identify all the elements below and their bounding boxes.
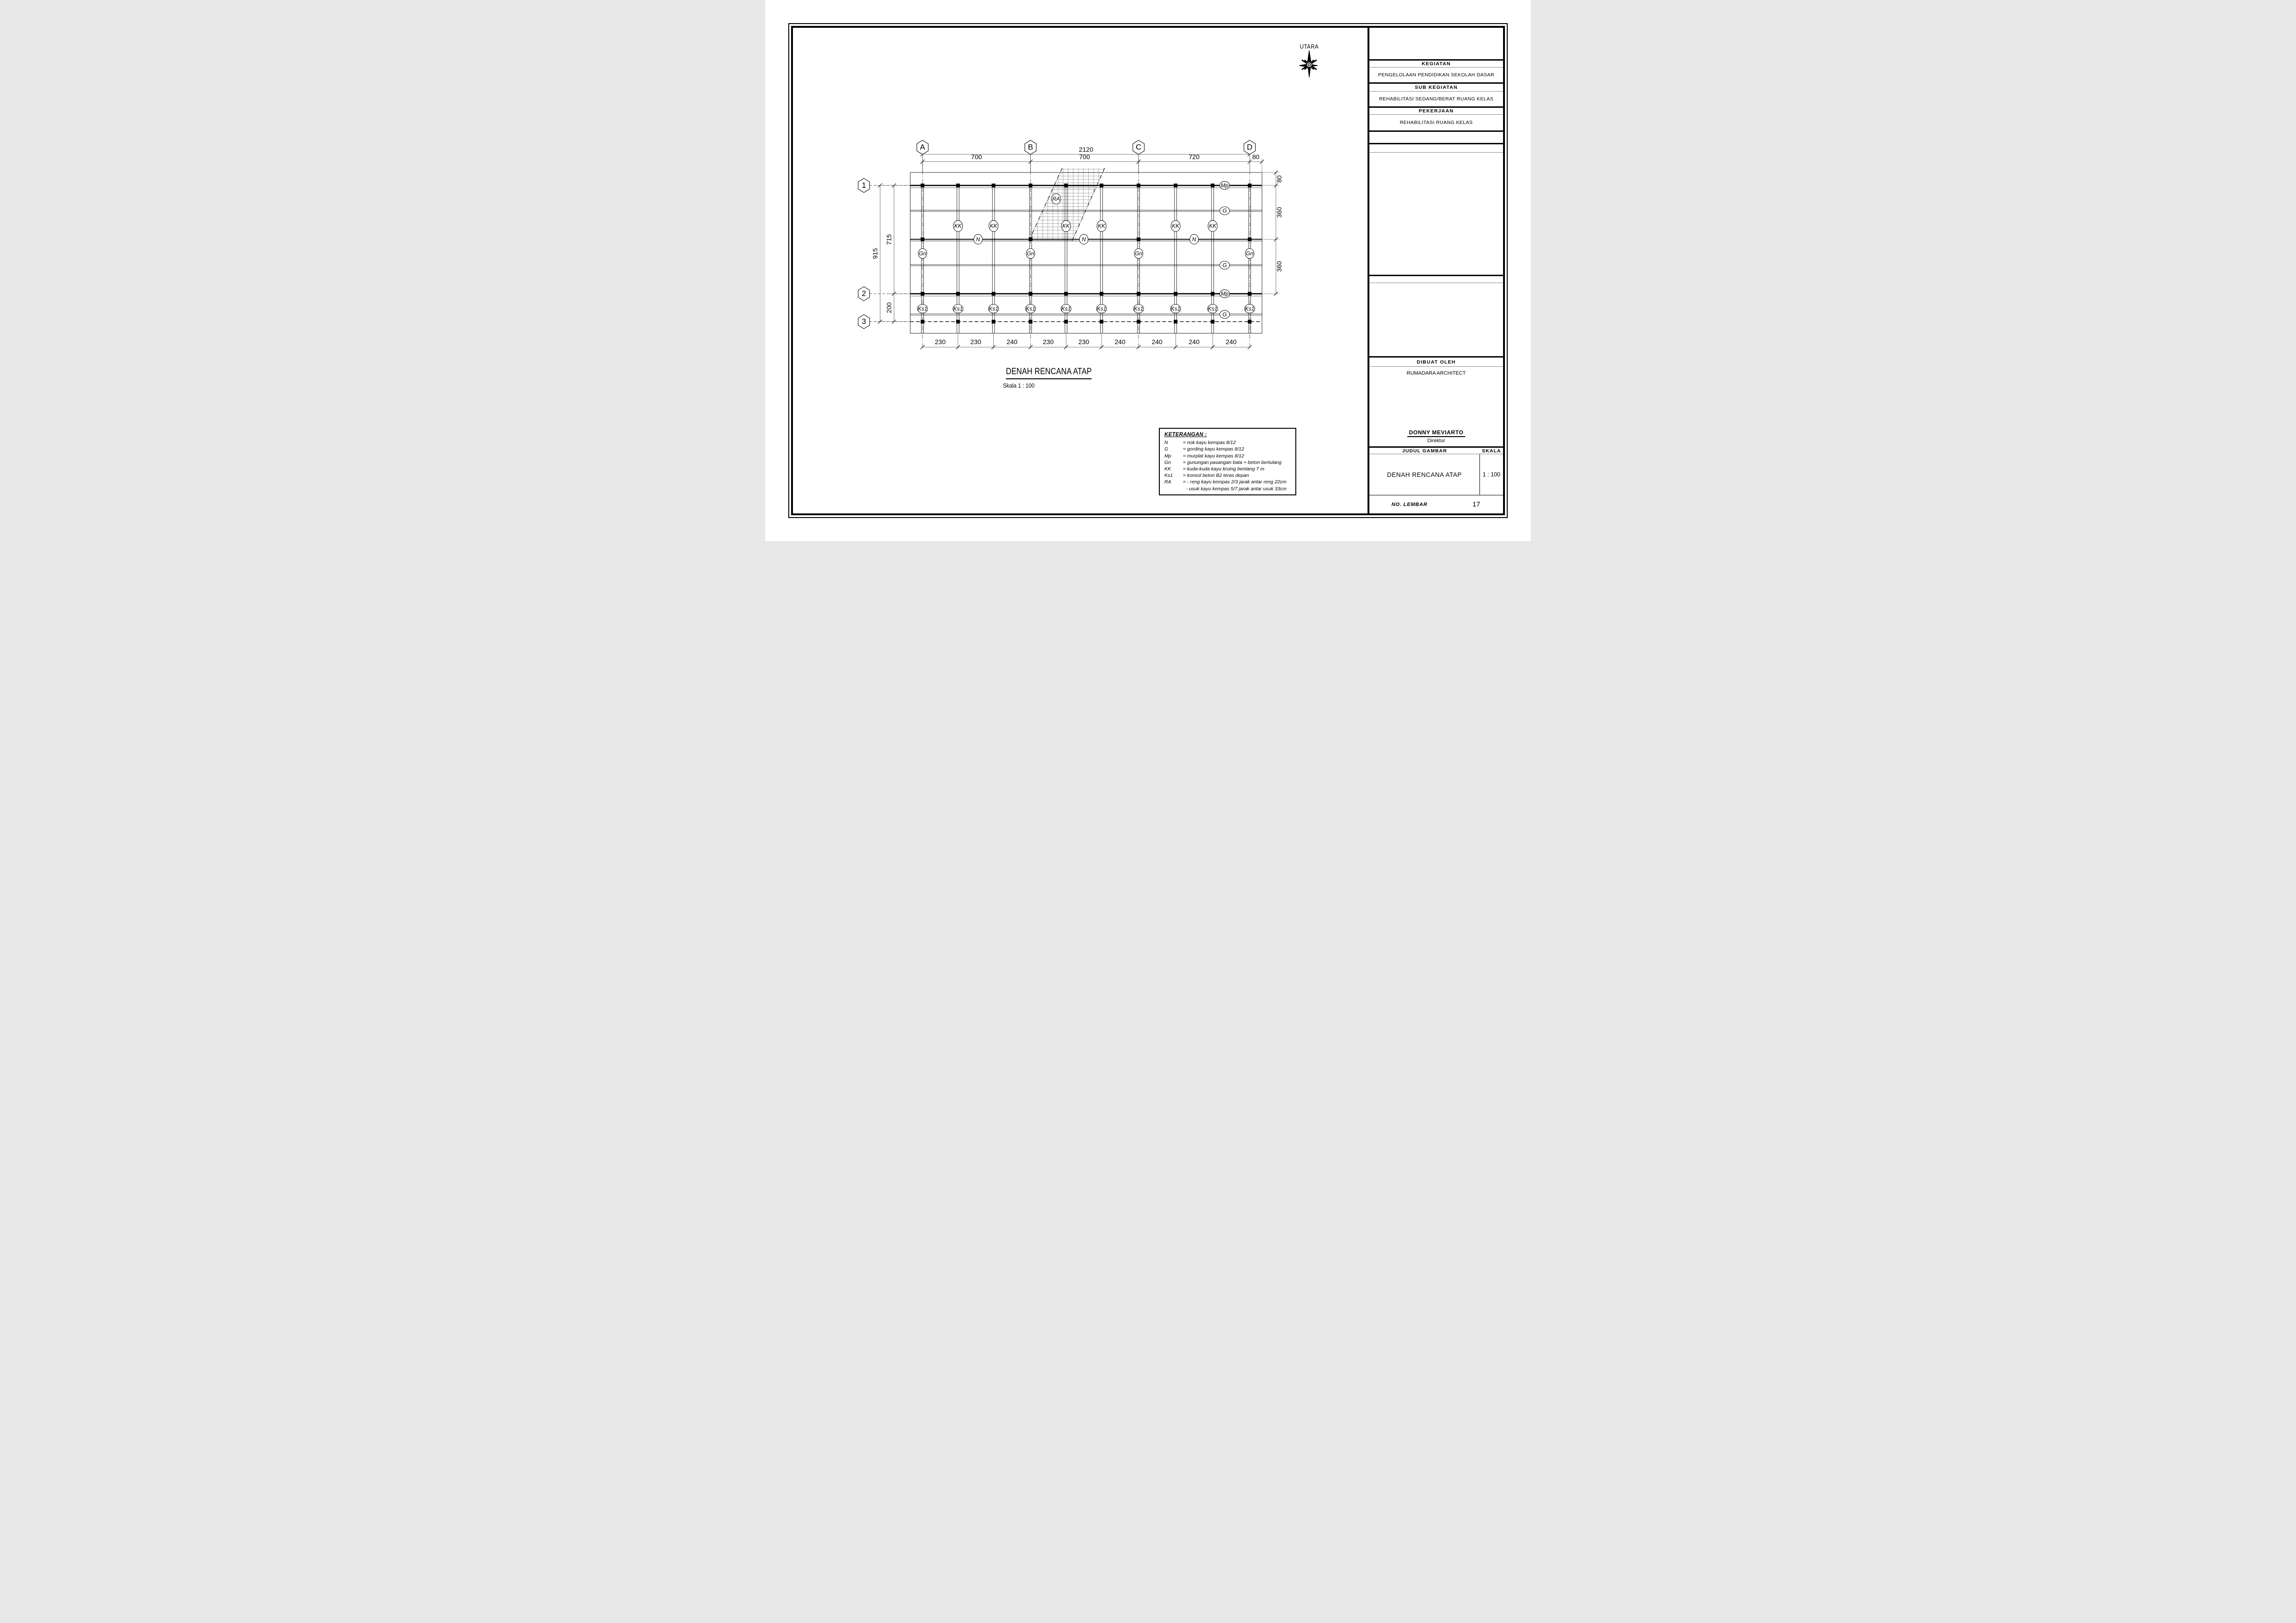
svg-text:KK: KK: [954, 222, 962, 229]
legend-item: RA = - reng kayu kempas 2/3 jarak antar reng 22cm: [1164, 479, 1287, 485]
legend-item: G = gording kayu kempas 8/12: [1164, 446, 1244, 452]
dim-left-total: 915: [871, 248, 879, 259]
svg-text:Ks1: Ks1: [1170, 305, 1181, 312]
legend-title: KETERANGAN :: [1164, 432, 1207, 438]
dim-bottom-segment: 240: [1225, 338, 1237, 346]
svg-text:G: G: [1222, 311, 1227, 318]
legend-item: N = nok kayu kempas 8/12: [1164, 440, 1236, 446]
svg-text:Gn: Gn: [1135, 250, 1143, 257]
dim-right: 360: [1275, 261, 1283, 272]
drawing-title-text: DENAH RENCANA ATAP: [1006, 367, 1092, 379]
svg-text:KK: KK: [1062, 222, 1070, 229]
legend-item: KK = kuda-kuda kayu kruing bentang 7 m: [1164, 466, 1264, 472]
dim-bottom-segment: 230: [1043, 338, 1054, 346]
svg-text:Mp: Mp: [1220, 290, 1229, 297]
title-block-strip-2: [1369, 275, 1503, 283]
svg-text:Ks1: Ks1: [1096, 305, 1107, 312]
title-block: [1368, 28, 1503, 513]
sub-kegiatan-value: REHABILITASI SEDANG/BERAT RUANG KELAS: [1379, 96, 1494, 102]
svg-text:Ks1: Ks1: [917, 305, 928, 312]
svg-text:Ks1: Ks1: [1061, 305, 1071, 312]
svg-text:N: N: [1192, 236, 1196, 243]
dim-bottom-segment: 230: [934, 338, 946, 346]
dim-top-segment: 700: [1079, 153, 1090, 161]
judul-skala-value-row: [1369, 454, 1503, 495]
title-block-box-2: [1369, 283, 1503, 356]
made-by-box: [1369, 367, 1503, 446]
svg-text:Ks1: Ks1: [1244, 305, 1255, 312]
svg-text:KK: KK: [1172, 222, 1180, 229]
svg-text:Ks1: Ks1: [1207, 305, 1218, 312]
pekerjaan-value: REHABILITASI RUANG KELAS: [1399, 120, 1473, 125]
dim-bottom-segment: 240: [1188, 338, 1200, 346]
dim-left-inner: 200: [885, 302, 893, 313]
svg-text:Gn: Gn: [1246, 250, 1254, 257]
made-by-header: DIBUAT OLEH: [1369, 356, 1503, 367]
grid-letter: B: [1028, 142, 1034, 152]
legend-item: Ks1 = konsol beton B2 teras depan: [1164, 473, 1249, 479]
svg-text:Ks1: Ks1: [1133, 305, 1144, 312]
dim-top-segment: 700: [971, 153, 982, 161]
row-number: 3: [861, 317, 866, 326]
legend-item: Mp = murplat kayu kempas 8/12: [1164, 453, 1244, 459]
judul-gambar-header: JUDUL GAMBAR: [1402, 448, 1447, 454]
dim-bottom-segment: 240: [1006, 338, 1018, 346]
grid-letter: C: [1136, 142, 1142, 152]
svg-text:Ks1: Ks1: [989, 305, 998, 312]
svg-text:Gn: Gn: [1027, 250, 1034, 257]
skala-value: 1 : 100: [1482, 471, 1501, 478]
svg-text:Ks1: Ks1: [1026, 305, 1035, 312]
svg-text:KK: KK: [1098, 222, 1106, 229]
svg-text:G: G: [1222, 207, 1227, 214]
dim-left-inner: 715: [885, 234, 893, 245]
dim-top-total: 2120: [1079, 146, 1094, 154]
kegiatan-header: KEGIATAN: [1369, 59, 1503, 68]
svg-text:N: N: [976, 236, 980, 243]
dim-top-segment: 80: [1252, 153, 1260, 161]
legend-item-continuation: - usuk kayu kempas 5/7 jarak antar usuk 33cm: [1186, 486, 1287, 492]
grid-letter: A: [920, 142, 925, 152]
svg-text:Mp: Mp: [1220, 182, 1229, 189]
company-name: RUMADARA ARCHITECT: [1406, 370, 1466, 376]
sheet-page: [765, 0, 1531, 541]
dim-bottom-segment: 230: [970, 338, 981, 346]
dim-bottom-segment: 240: [1151, 338, 1163, 346]
dim-right: 80: [1275, 175, 1283, 183]
svg-text:G: G: [1222, 262, 1227, 269]
kegiatan-value: PENGELOLAAN PENDIDIKAN SEKOLAH DASAR: [1378, 72, 1495, 78]
judul-gambar-value: DENAH RENCANA ATAP: [1369, 454, 1480, 495]
title-block-box-1: [1369, 153, 1503, 275]
svg-text:KK: KK: [990, 222, 997, 229]
svg-text:RA: RA: [1052, 195, 1060, 202]
dim-right: 360: [1275, 207, 1283, 218]
director-name: DONNY MEVIARTO: [1407, 429, 1466, 437]
signature-area: [1407, 429, 1466, 444]
roof-plan-drawing: [858, 137, 1290, 352]
compass-star-icon: [1296, 50, 1322, 80]
legend-box: [1159, 428, 1296, 495]
north-label: UTARA: [1300, 43, 1319, 50]
dim-top-segment: 720: [1188, 153, 1200, 161]
dim-bottom-segment: 240: [1114, 338, 1126, 346]
legend-item: Gn = gunungan pasangan bata + beton bertulang: [1164, 459, 1282, 465]
svg-text:Ks1: Ks1: [953, 305, 963, 312]
title-block-strip-1: [1369, 144, 1503, 153]
row-number: 1: [861, 180, 866, 190]
sub-kegiatan-header: SUB KEGIATAN: [1369, 82, 1503, 92]
drawing-title: [996, 367, 1102, 379]
title-block-logo-area: [1369, 28, 1503, 59]
director-title: Direktur: [1427, 438, 1445, 444]
sheet-number-value: 17: [1472, 500, 1480, 508]
dim-bottom-segment: 230: [1078, 338, 1089, 346]
svg-text:N: N: [1082, 236, 1086, 243]
drawing-scale-label: Skala 1 : 100: [1003, 382, 1035, 389]
svg-text:KK: KK: [1209, 222, 1217, 229]
grid-letter: D: [1247, 142, 1253, 152]
svg-text:Gn: Gn: [919, 250, 927, 257]
row-number: 2: [861, 289, 866, 298]
judul-skala-header-row: [1369, 446, 1503, 454]
title-block-empty-row: [1369, 130, 1503, 144]
skala-header: SKALA: [1482, 448, 1501, 454]
pekerjaan-header: PEKERJAAN: [1369, 106, 1503, 115]
sheet-number-row: [1369, 495, 1503, 513]
sheet-number-label: NO. LEMBAR: [1391, 501, 1428, 507]
north-indicator: [1293, 43, 1326, 82]
